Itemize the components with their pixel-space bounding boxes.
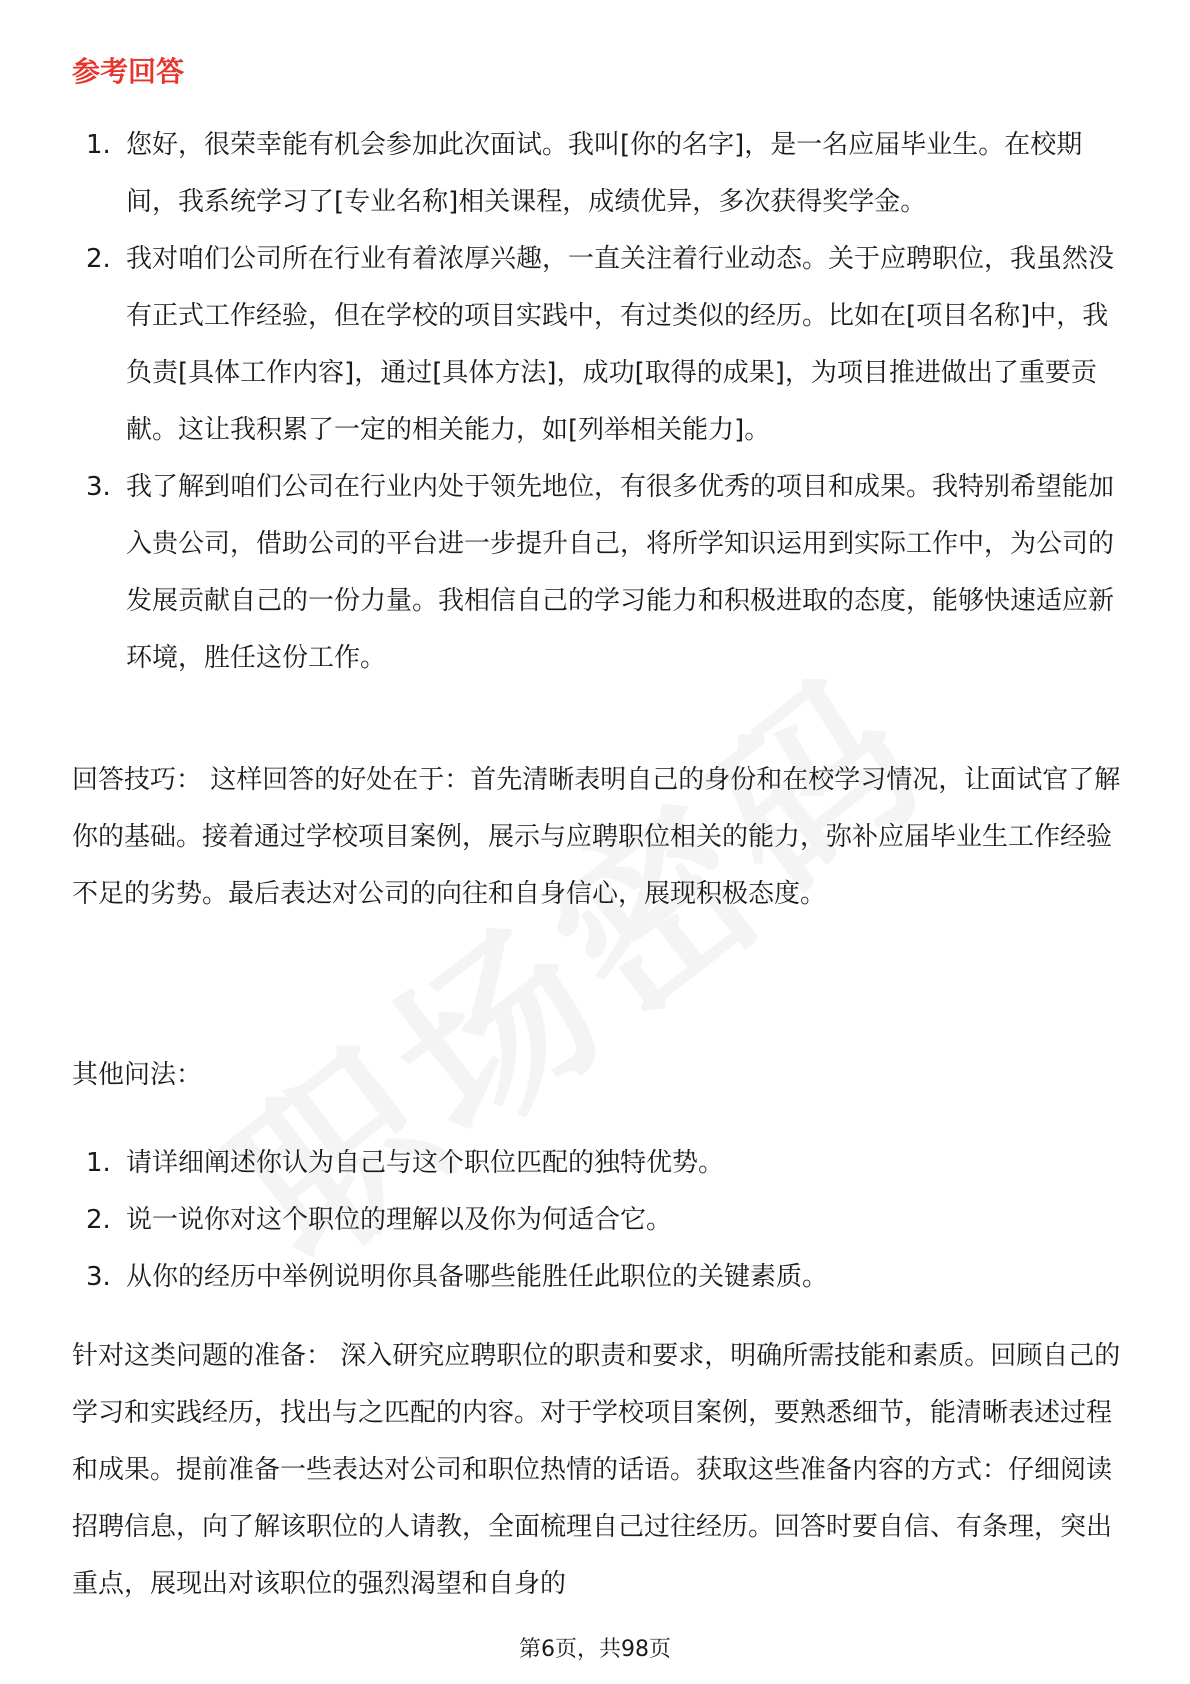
list-item-text: 从你的经历中举例说明你具备哪些能胜任此职位的关键素质。 — [126, 1262, 829, 1292]
list-item — [72, 117, 1122, 231]
list-item — [72, 459, 1122, 687]
preparation-paragraph: 针对这类问题的准备： 深入研究应聘职位的职责和要求，明确所需技能和素质。回顾自己的学习和实践经历，找出与之匹配的内容。对于学校项目案例，要熟悉细节，能清晰表述过程和成果。提前准备一些表达对公司和职位热情的话语。获取这些准备内容的方式：仔细阅读招聘信息，向了解该职位的人请教，全面梳理自己过往经历。回答时要自信、有条理，突出重点，展现出对该职位的强烈渴望和自身的 — [72, 1341, 1121, 1599]
list-item-text: 您好，很荣幸能有机会参加此次面试。我叫[你的名字]，是一名应届毕业生。在校期间，我系统学习了[专业名称]相关课程，成绩优异，多次获得奖学金。 — [126, 130, 1083, 217]
list-item — [72, 1192, 1122, 1249]
other-questions-heading: 其他问法： — [72, 1060, 203, 1090]
answer-tips-paragraph: 回答技巧： 这样回答的好处在于：首先清晰表明自己的身份和在校学习情况，让面试官了解你的基础。接着通过学校项目案例，展示与应聘职位相关的能力，弥补应届毕业生工作经验不足的劣势。最后表达对公司的向往和自身信心，展现积极态度。 — [72, 765, 1121, 909]
section-heading: 参考回答 — [72, 55, 185, 88]
list-item-text: 请详细阐述你认为自己与这个职位匹配的独特优势。 — [126, 1148, 725, 1178]
list-item — [72, 231, 1122, 459]
list-number: 2. — [86, 1205, 111, 1235]
list-number: 1. — [86, 1148, 111, 1178]
list-number: 3. — [86, 1262, 111, 1292]
list-item-text: 我对咱们公司所在行业有着浓厚兴趣，一直关注着行业动态。关于应聘职位，我虽然没有正式工作经验，但在学校的项目实践中，有过类似的经历。比如在[项目名称]中，我负责[具体工作内容]，通过[具体方法]，成功[取得的成果]，为项目推进做出了重要贡献。这让我积累了一定的相关能力，如[列举相关能力]。 — [126, 244, 1115, 445]
list-item — [72, 1249, 1122, 1306]
list-item-text: 说一说你对这个职位的理解以及你为何适合它。 — [126, 1205, 673, 1235]
list-number: 3. — [86, 472, 111, 502]
list-number: 2. — [86, 244, 111, 274]
list-item — [72, 1135, 1122, 1192]
list-item-text: 我了解到咱们公司在行业内处于领先地位，有很多优秀的项目和成果。我特别希望能加入贵公司，借助公司的平台进一步提升自己，将所学知识运用到实际工作中，为公司的发展贡献自己的一份力量。我相信自己的学习能力和积极进取的态度，能够快速适应新环境，胜任这份工作。 — [126, 472, 1115, 673]
list-number: 1. — [86, 130, 111, 160]
page-number-footer: 第6页，共98页 — [519, 1637, 671, 1662]
answer-list — [72, 117, 1122, 687]
other-questions-list — [72, 1135, 1122, 1306]
